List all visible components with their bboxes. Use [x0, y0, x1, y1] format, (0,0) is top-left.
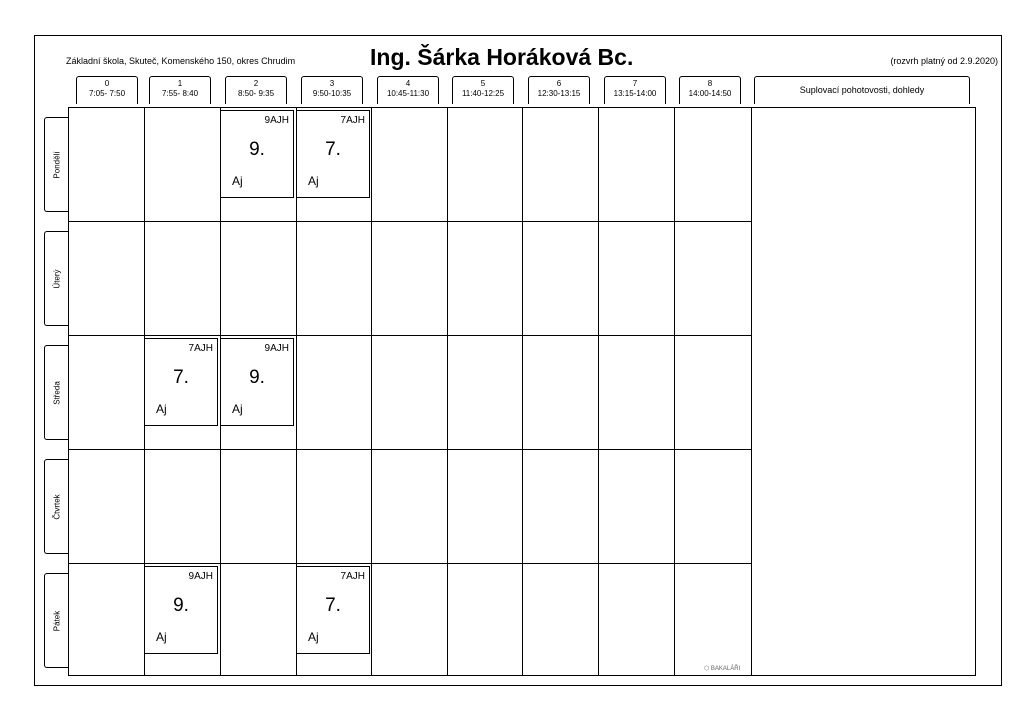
lesson-group: 9AJH: [264, 343, 289, 354]
lesson-card: [144, 566, 218, 654]
lesson-class: 9.: [173, 595, 189, 616]
lesson-card: [220, 338, 294, 426]
period-header-6: 6 12:30-13:15: [528, 76, 590, 104]
bakalari-brand: ⬡ BAKALÁŘI: [704, 666, 741, 672]
day-label-thursday: Čtvrtek: [44, 459, 68, 554]
lesson-group: 7AJH: [340, 571, 365, 582]
lesson-card: [296, 566, 370, 654]
lesson-card: [296, 110, 370, 198]
period-header-2: 2 8:50- 9:35: [225, 76, 287, 104]
day-label-wednesday: Středa: [44, 345, 68, 440]
period-header-5: 5 11:40-12:25: [452, 76, 514, 104]
lesson-class: 9.: [249, 139, 265, 160]
lesson-subject: Aj: [308, 174, 319, 188]
lesson-class: 7.: [325, 595, 341, 616]
period-header-8: 8 14:00-14:50: [679, 76, 741, 104]
lesson-subject: Aj: [232, 174, 243, 188]
school-name: Základní škola, Skuteč, Komenského 150, okres Chrudim: [66, 56, 296, 66]
lesson-class: 9.: [249, 367, 265, 388]
bakalari-logo-icon: ⬡: [704, 666, 710, 672]
lesson-subject: Aj: [156, 630, 167, 644]
lesson-subject: Aj: [308, 630, 319, 644]
lesson-subject: Aj: [232, 402, 243, 416]
period-header-4: 4 10:45-11:30: [377, 76, 439, 104]
period-header-0: 0 7:05- 7:50: [76, 76, 138, 104]
day-label-monday: Pondělí: [44, 117, 68, 212]
day-label-friday: Pátek: [44, 573, 68, 668]
period-header-7: 7 13:15-14:00: [604, 76, 666, 104]
period-header-1: 1 7:55- 8:40: [149, 76, 211, 104]
lesson-group: 9AJH: [188, 571, 213, 582]
lesson-class: 7.: [325, 139, 341, 160]
teacher-name: Ing. Šárka Horáková Bc.: [370, 44, 634, 70]
supplementary-area: [751, 107, 976, 676]
lesson-subject: Aj: [156, 402, 167, 416]
validity-note: (rozvrh platný od 2.9.2020): [890, 56, 998, 66]
lesson-class: 7.: [173, 367, 189, 388]
lesson-group: 7AJH: [340, 115, 365, 126]
lesson-group: 7AJH: [188, 343, 213, 354]
lesson-group: 9AJH: [264, 115, 289, 126]
lesson-card: [144, 338, 218, 426]
period-header-3: 3 9:50-10:35: [301, 76, 363, 104]
supplementary-header: Suplovací pohotovosti, dohledy: [754, 76, 970, 104]
day-label-tuesday: Úterý: [44, 231, 68, 326]
lesson-card: [220, 110, 294, 198]
